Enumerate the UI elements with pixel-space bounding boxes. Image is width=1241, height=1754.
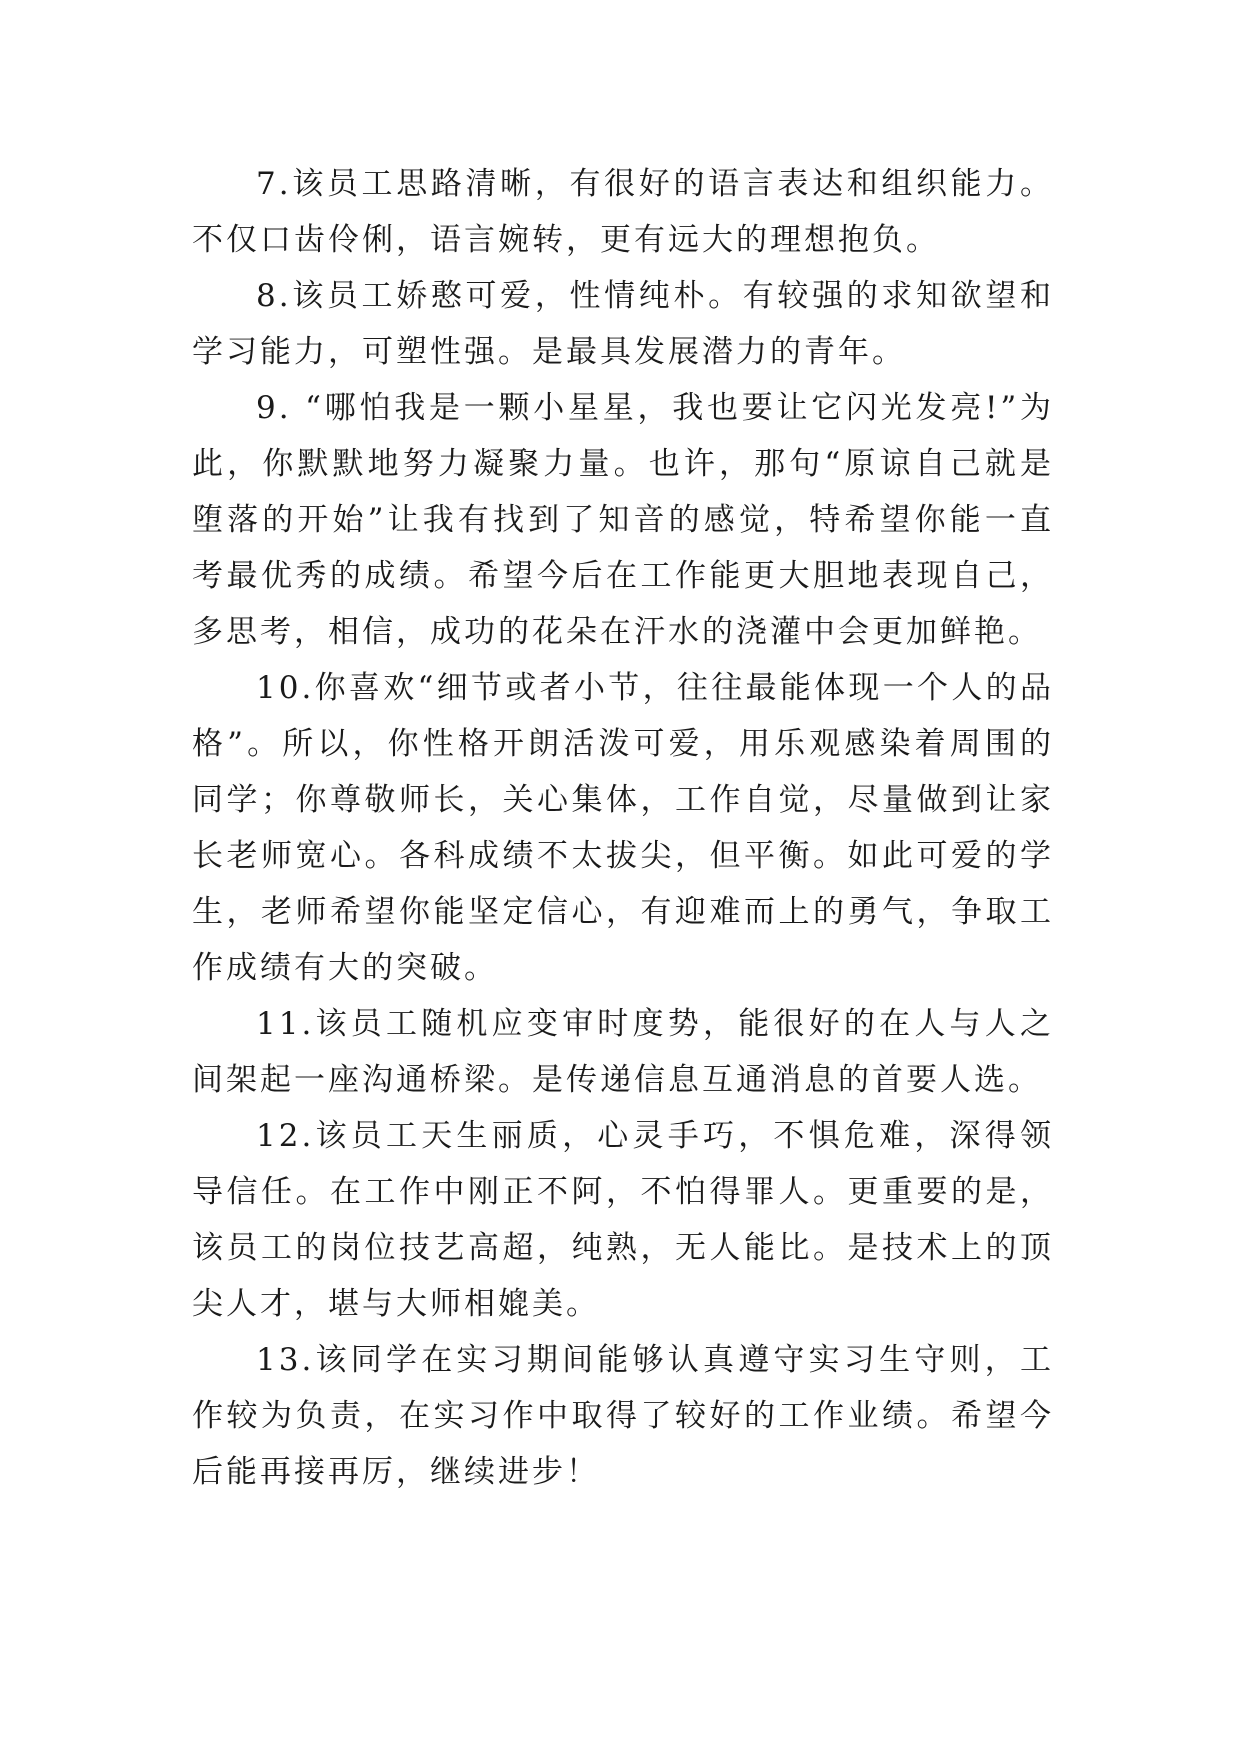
document-body	[192, 156, 1054, 1500]
paragraph-11: 11.该员工随机应变审时度势，能很好的在人与人之间架起一座沟通桥梁。是传递信息互通消息的首要人选。	[192, 1006, 1054, 1098]
paragraph-8: 8.该员工娇憨可爱，性情纯朴。有较强的求知欲望和学习能力，可塑性强。是最具发展潜力的青年。	[192, 278, 1054, 370]
paragraph-9: 9. “哪怕我是一颗小星星，我也要让它闪光发亮!”为此，你默默地努力凝聚力量。也许，那句“原谅自己就是堕落的开始”让我有找到了知音的感觉，特希望你能一直考最优秀的成绩。希望今后在工作能更大胆地表现自己，多思考，相信，成功的花朵在汗水的浇灌中会更加鲜艳。	[192, 390, 1054, 650]
paragraph-10: 10.你喜欢“细节或者小节，往往最能体现一个人的品格”。所以，你性格开朗活泼可爱，用乐观感染着周围的同学；你尊敬师长，关心集体，工作自觉，尽量做到让家长老师宽心。各科成绩不太拔尖，但平衡。如此可爱的学生，老师希望你能坚定信心，有迎难而上的勇气，争取工作成绩有大的突破。	[192, 670, 1054, 986]
paragraph-7: 7.该员工思路清晰，有很好的语言表达和组织能力。不仅口齿伶俐，语言婉转，更有远大的理想抱负。	[192, 166, 1054, 258]
paragraph-12: 12.该员工天生丽质，心灵手巧，不惧危难，深得领导信任。在工作中刚正不阿，不怕得罪人。更重要的是，该员工的岗位技艺高超，纯熟，无人能比。是技术上的顶尖人才，堪与大师相媲美。	[192, 1118, 1054, 1322]
paragraph-13: 13.该同学在实习期间能够认真遵守实习生守则，工作较为负责，在实习作中取得了较好的工作业绩。希望今后能再接再厉，继续进步！	[192, 1342, 1054, 1490]
